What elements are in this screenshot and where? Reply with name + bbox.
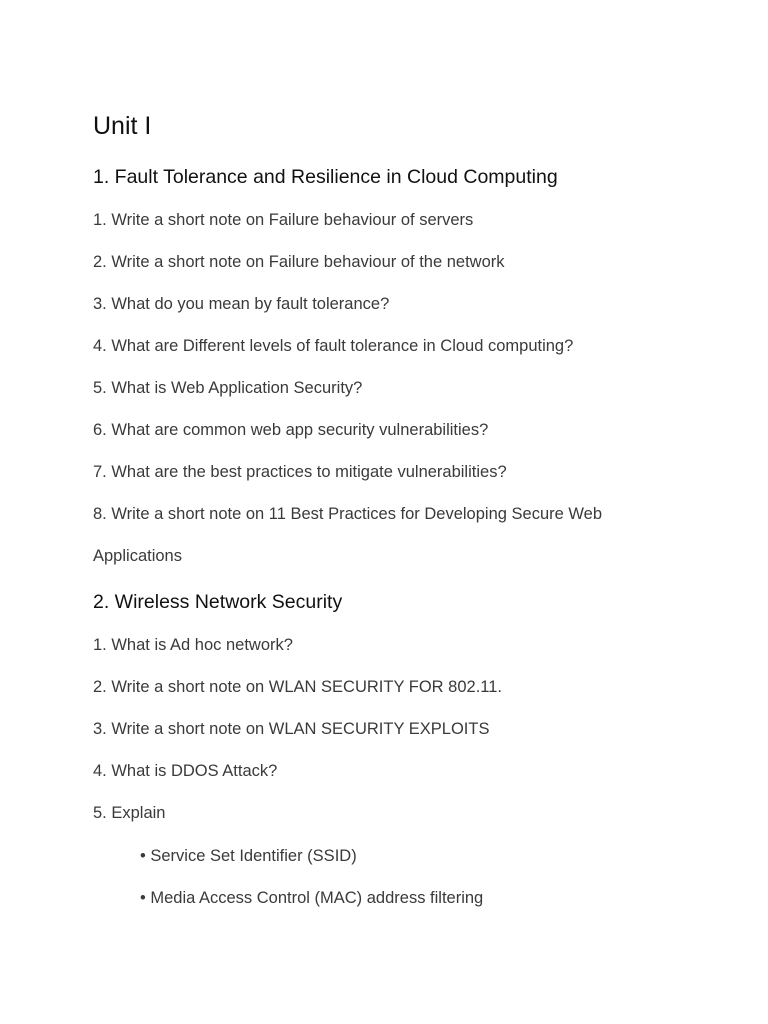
question-item: 5. What is Web Application Security? bbox=[93, 379, 363, 397]
unit-title: Unit I bbox=[93, 112, 152, 140]
question-item: 7. What are the best practices to mitigate vulnerabilities? bbox=[93, 463, 507, 481]
question-item: 4. What are Different levels of fault tolerance in Cloud computing? bbox=[93, 337, 574, 355]
question-item-continuation: Applications bbox=[93, 547, 182, 565]
question-item: 4. What is DDOS Attack? bbox=[93, 762, 278, 780]
question-item: 6. What are common web app security vulnerabilities? bbox=[93, 421, 489, 439]
question-item: 5. Explain bbox=[93, 804, 166, 822]
bullet-item: • Service Set Identifier (SSID) bbox=[140, 847, 357, 865]
question-item: 2. Write a short note on Failure behaviour of the network bbox=[93, 253, 505, 271]
bullet-item: • Media Access Control (MAC) address filtering bbox=[140, 889, 484, 907]
question-item: 8. Write a short note on 11 Best Practices for Developing Secure Web bbox=[93, 505, 603, 523]
section-heading-fault-tolerance: 1. Fault Tolerance and Resilience in Cloud Computing bbox=[93, 166, 558, 188]
section-heading-wireless-security: 2. Wireless Network Security bbox=[93, 591, 343, 613]
question-item: 3. Write a short note on WLAN SECURITY EXPLOITS bbox=[93, 720, 490, 738]
question-item: 3. What do you mean by fault tolerance? bbox=[93, 295, 390, 313]
question-item: 1. Write a short note on Failure behaviour of servers bbox=[93, 211, 474, 229]
question-item: 1. What is Ad hoc network? bbox=[93, 636, 293, 654]
question-item: 2. Write a short note on WLAN SECURITY FOR 802.11. bbox=[93, 678, 502, 696]
